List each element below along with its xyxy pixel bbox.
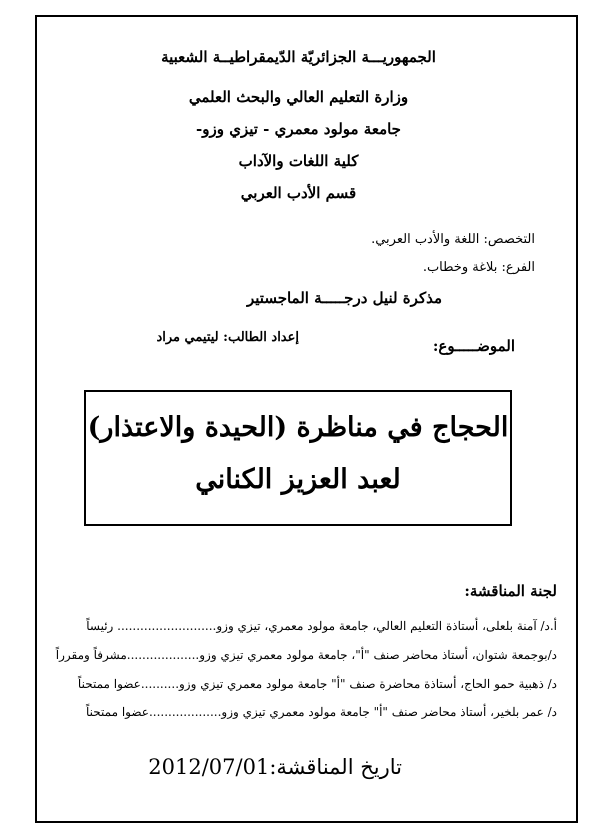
specialty-field: التخصص: اللغة والأدب العربي. bbox=[371, 232, 535, 247]
student-name: إعداد الطالب: ليتيمي مراد bbox=[156, 330, 299, 345]
defense-date-label: تاريخ المناقشة: bbox=[269, 755, 402, 779]
jury-member-text: د/ عمر بلخير، أستاذ محاضر صنف "أ" جامعة مولود معمري تيزي وزو bbox=[221, 705, 557, 719]
jury-member-role: رئيساً bbox=[86, 619, 114, 633]
jury-member bbox=[56, 648, 557, 662]
department-heading: قسم الأدب العربي bbox=[240, 184, 357, 202]
jury-member bbox=[86, 705, 557, 719]
thesis-title-line2: لعبد العزيز الكناني bbox=[195, 464, 401, 495]
thesis-title-line1: الحجاج في مناظرة (الحيدة والاعتذار) bbox=[87, 412, 509, 443]
branch-field: الفرع: بلاغة وخطاب. bbox=[422, 260, 535, 275]
jury-member-role: مشرفاً ومقرراً bbox=[55, 648, 127, 662]
jury-member-text: د/ ذهبية حمو الحاج، أستاذة محاضرة صنف "أ" جامعة مولود معمري تيزي وزو bbox=[179, 677, 557, 691]
thesis-title-box bbox=[84, 390, 512, 526]
defense-date-value: 2012/07/01 bbox=[148, 755, 270, 779]
faculty-heading: كلية اللغات والآداب bbox=[238, 152, 359, 170]
jury-dots: ................... bbox=[148, 705, 222, 719]
ministry-heading: وزارة التعليم العالي والبحث العلمي bbox=[188, 88, 409, 106]
jury-member-text: د/بوجمعة شتوان، أستاذ محاضر صنف "أ"، جامعة مولود معمري تيزي وزو bbox=[199, 648, 557, 662]
topic-label: الموضـــــوع: bbox=[432, 337, 515, 355]
jury-member-role: عضوا ممتحناً bbox=[86, 705, 149, 719]
jury-member bbox=[78, 677, 557, 691]
jury-dots: .......................... bbox=[117, 619, 217, 633]
university-heading: جامعة مولود معمري - تيزي وزو- bbox=[196, 120, 401, 138]
republic-heading: الجمهوريـــة الجزائريّة الدّيمقراطيــة الشعبية bbox=[161, 48, 436, 66]
jury-dots: .......... bbox=[140, 677, 180, 691]
jury-member bbox=[86, 619, 557, 633]
memoir-title: مذكرة لنيل درجـــــة الماجستير bbox=[246, 289, 442, 307]
jury-dots: ................... bbox=[126, 648, 200, 662]
jury-heading: لجنة المناقشة: bbox=[464, 582, 557, 600]
defense-date bbox=[148, 755, 402, 779]
jury-member-role: عضوا ممتحناً bbox=[77, 677, 141, 691]
jury-member-text: أ.د/ آمنة بلعلى، أستاذة التعليم العالي، جامعة مولود معمري، تيزي وزو bbox=[216, 619, 557, 633]
